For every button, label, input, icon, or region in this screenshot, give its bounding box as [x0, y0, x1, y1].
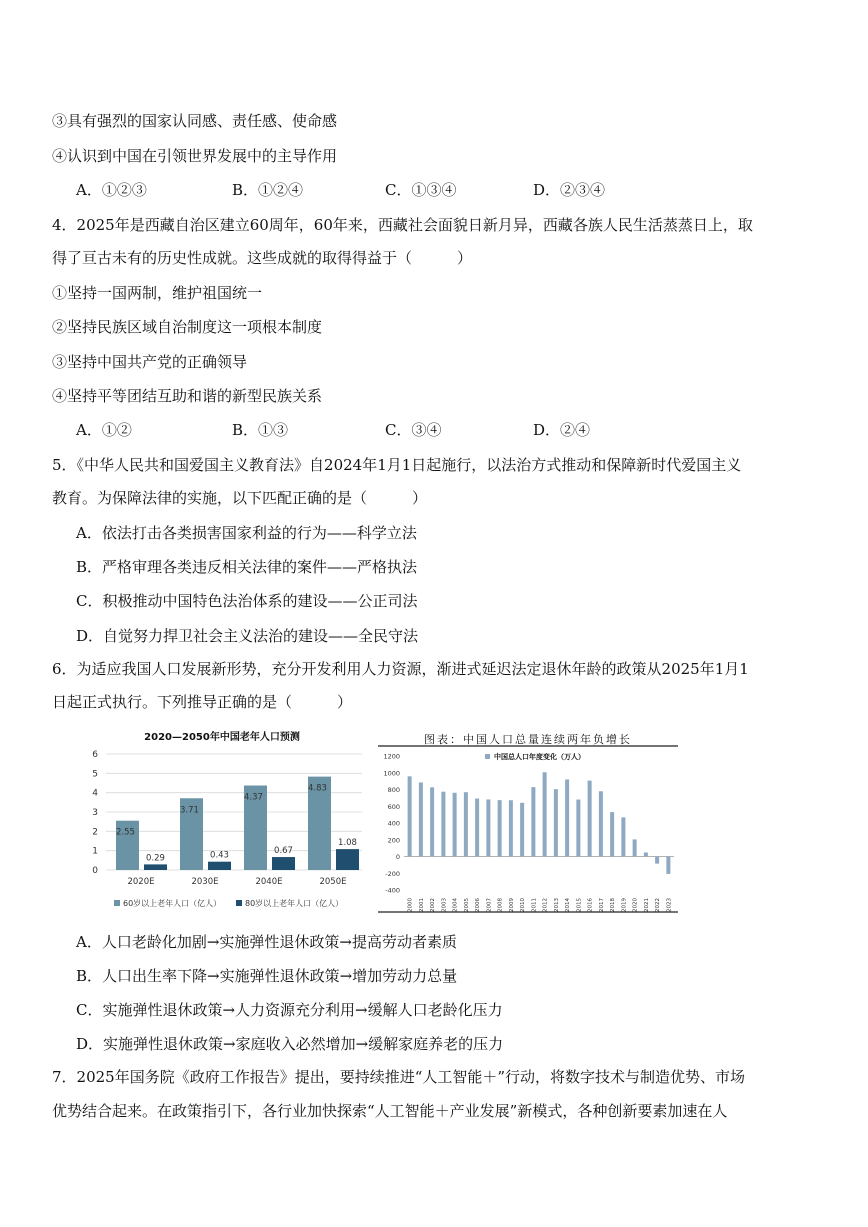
- chart1-bar-series2: [144, 864, 167, 870]
- chart1-legend-swatch: [236, 900, 242, 906]
- q4-option-c: C．③④: [385, 421, 442, 439]
- chart1-y-tick: 3: [92, 808, 98, 818]
- chart2-bar: [633, 839, 637, 856]
- q6-choice-d: D．实施弹性退休政策→家庭收入必然增加→缓解家庭养老的压力: [76, 1035, 504, 1053]
- chart2-y-tick: 1200: [383, 752, 400, 761]
- q4-options: [0, 420, 868, 442]
- chart1-data-label: 0.43: [210, 850, 229, 861]
- chart2-x-tick: 2015: [576, 898, 583, 912]
- chart1-y-tick: 0: [92, 866, 98, 876]
- chart2-bar: [430, 787, 434, 856]
- chart2-bar: [509, 800, 513, 856]
- q4-option-d: D．②④: [533, 421, 591, 439]
- chart1-y-tick: 1: [92, 846, 98, 857]
- elderly-population-chart: [78, 726, 366, 916]
- q3-item-3: ③具有强烈的国家认同感、责任感、使命感: [52, 112, 338, 130]
- chart2-x-tick: 2019: [621, 898, 628, 912]
- chart1-legend-swatch: [114, 900, 120, 906]
- chart1-data-label: 4.83: [308, 783, 327, 794]
- chart2-x-tick: 2003: [441, 898, 448, 912]
- q5-choice-c: C．积极推动中国特色法治体系的建设——公正司法: [76, 592, 418, 610]
- chart1-legend-label: 60岁以上老年人口（亿人）: [123, 899, 222, 908]
- chart2-x-tick: 2014: [565, 898, 572, 912]
- chart1-x-tick: 2050E: [319, 877, 347, 887]
- chart2-y-tick: 400: [387, 819, 400, 828]
- q3-item-4: ④认识到中国在引领世界发展中的主导作用: [52, 147, 338, 165]
- chart1-data-label: 4.37: [244, 792, 263, 803]
- chart2-bar: [655, 857, 659, 864]
- chart2-title: 图表：中国人口总量连续两年负增长: [424, 733, 632, 746]
- chart1-data-label: 0.29: [146, 853, 165, 864]
- q6-choice-c: C．实施弹性退休政策→人力资源充分利用→缓解人口老龄化压力: [76, 1001, 503, 1019]
- chart2-bar: [610, 812, 614, 856]
- q3-option-a: A．①②③: [76, 181, 147, 199]
- chart1-title: 2020—2050年中国老年人口预测: [144, 732, 300, 743]
- chart1-bar-series2: [336, 849, 359, 870]
- q6-stem-line-1: 6．为适应我国人口发展新形势，充分开发利用人力资源，渐进式延迟法定退休年龄的政策从2025年1月1: [52, 660, 749, 678]
- chart2-subtitle: 中国总人口年度变化（万人）: [494, 753, 585, 761]
- population-change-chart: [374, 726, 682, 914]
- q4-item-1: ①坚持一国两制，维护祖国统一: [52, 284, 263, 302]
- chart2-x-tick: 2010: [520, 898, 527, 912]
- q6-choice-b: B．人口出生率下降→实施弹性退休政策→增加劳动力总量: [76, 967, 458, 985]
- q4-stem-line-2: 得了亘古未有的历史性成就。这些成就的取得得益于（ ）: [52, 249, 473, 267]
- chart1-bar-series2: [272, 857, 295, 870]
- chart2-y-tick: 800: [387, 786, 400, 794]
- chart2-bar: [543, 772, 547, 856]
- chart2-bar: [464, 792, 468, 856]
- chart2-y-tick: 0: [395, 853, 400, 861]
- chart2-x-tick: 2011: [531, 898, 538, 912]
- q3-option-d: D．②③④: [533, 181, 606, 199]
- chart2-y-tick: 600: [387, 802, 400, 811]
- chart1-data-label: 1.08: [338, 838, 357, 849]
- q5-choice-a: A．依法打击各类损害国家利益的行为——科学立法: [76, 524, 417, 542]
- q6-choice-a: A．人口老龄化加剧→实施弹性退休政策→提高劳动者素质: [76, 933, 457, 951]
- chart2-x-tick: 2008: [497, 898, 504, 912]
- q5-stem-line-1: 5．《中华人民共和国爱国主义教育法》自2024年1月1日起施行，以法治方式推动和保障新时代爱国主义: [52, 456, 742, 474]
- chart2-bar: [576, 800, 580, 857]
- chart2-x-tick: 2023: [666, 898, 673, 912]
- chart1-y-tick: 5: [92, 769, 98, 780]
- q4-stem-line-1: 4．2025年是西藏自治区建立60周年，60年来，西藏社会面貌日新月异，西藏各族人民生活蒸蒸日上，取: [52, 216, 753, 234]
- chart2-x-tick: 2004: [452, 898, 459, 912]
- chart2-x-tick: 2001: [418, 898, 425, 912]
- chart2-x-tick: 2017: [598, 898, 605, 912]
- q4-option-a: A．①②: [76, 421, 132, 439]
- chart2-x-tick: 2021: [643, 898, 650, 912]
- chart1-data-label: 2.55: [116, 827, 135, 838]
- chart1-x-tick: 2030E: [191, 877, 219, 887]
- chart2-x-tick: 2009: [508, 898, 515, 912]
- chart2-x-tick: 2005: [463, 898, 470, 912]
- chart2-y-tick: -400: [385, 886, 400, 895]
- chart1-data-label: 3.71: [180, 805, 199, 816]
- chart2-bar: [588, 781, 592, 857]
- q4-item-4: ④坚持平等团结互助和谐的新型民族关系: [52, 387, 323, 405]
- chart2-bar: [441, 792, 445, 857]
- chart2-plot: [374, 726, 682, 914]
- chart2-bar: [666, 857, 670, 874]
- chart1-plot: [78, 726, 366, 916]
- q3-option-b: B．①②④: [232, 181, 304, 199]
- q3-option-c: C．①③④: [385, 181, 457, 199]
- chart2-bar: [475, 799, 479, 857]
- chart2-bar: [531, 787, 535, 856]
- q7-stem-line-1: 7．2025年国务院《政府工作报告》提出，要持续推进“人工智能＋”行动，将数字技术与制造优势、市场: [52, 1068, 746, 1086]
- chart2-bar: [498, 800, 502, 856]
- chart2-y-tick: 200: [387, 836, 400, 845]
- chart2-x-tick: 2000: [407, 898, 414, 912]
- chart1-y-tick: 6: [92, 750, 98, 760]
- q4-option-b: B．①③: [232, 421, 289, 439]
- chart2-x-tick: 2018: [610, 898, 617, 912]
- q7-stem-line-2: 优势结合起来。在政策指引下，各行业加快探索“人工智能＋产业发展”新模式，各种创新要素加速在人: [52, 1102, 728, 1120]
- chart1-x-tick: 2020E: [127, 877, 155, 887]
- chart2-x-tick: 2007: [486, 898, 493, 912]
- chart2-x-tick: 2020: [632, 898, 639, 912]
- chart1-data-label: 0.67: [274, 846, 293, 857]
- chart2-x-tick: 2016: [587, 898, 594, 912]
- chart2-y-tick: 1000: [383, 769, 400, 778]
- q3-options: [0, 180, 868, 202]
- chart2-bar: [419, 782, 423, 856]
- q4-item-2: ②坚持民族区域自治制度这一项根本制度: [52, 318, 323, 336]
- chart1-y-tick: 4: [92, 788, 98, 799]
- chart2-bar: [520, 803, 524, 857]
- chart1-y-tick: 2: [92, 827, 98, 838]
- chart2-bar: [554, 789, 558, 856]
- chart2-y-tick: -200: [385, 869, 400, 878]
- chart2-x-tick: 2012: [542, 898, 549, 912]
- chart1-bar-series2: [208, 862, 231, 870]
- q5-stem-line-2: 教育。为保障法律的实施，以下匹配正确的是（ ）: [52, 489, 428, 507]
- chart2-bar: [453, 793, 457, 857]
- chart2-x-tick: 2006: [475, 898, 482, 912]
- chart2-bar: [408, 776, 412, 856]
- chart2-legend-swatch: [485, 754, 490, 759]
- chart2-bar: [621, 817, 625, 856]
- chart2-bar: [565, 779, 569, 856]
- q4-item-3: ③坚持中国共产党的正确领导: [52, 353, 248, 371]
- chart2-x-tick: 2013: [553, 898, 560, 912]
- chart2-bar: [599, 791, 603, 856]
- q5-choice-b: B．严格审理各类违反相关法律的案件——严格执法: [76, 558, 418, 576]
- chart2-bar: [644, 852, 648, 856]
- chart1-x-tick: 2040E: [255, 877, 283, 887]
- chart1-legend-label: 80岁以上老年人口（亿人）: [245, 899, 344, 908]
- chart2-bar: [486, 799, 490, 856]
- q6-stem-line-2: 日起正式执行。下列推导正确的是（ ）: [52, 693, 353, 711]
- chart2-x-tick: 2022: [655, 898, 662, 912]
- q5-choice-d: D．自觉努力捍卫社会主义法治的建设——全民守法: [76, 627, 419, 645]
- chart2-x-tick: 2002: [430, 898, 437, 912]
